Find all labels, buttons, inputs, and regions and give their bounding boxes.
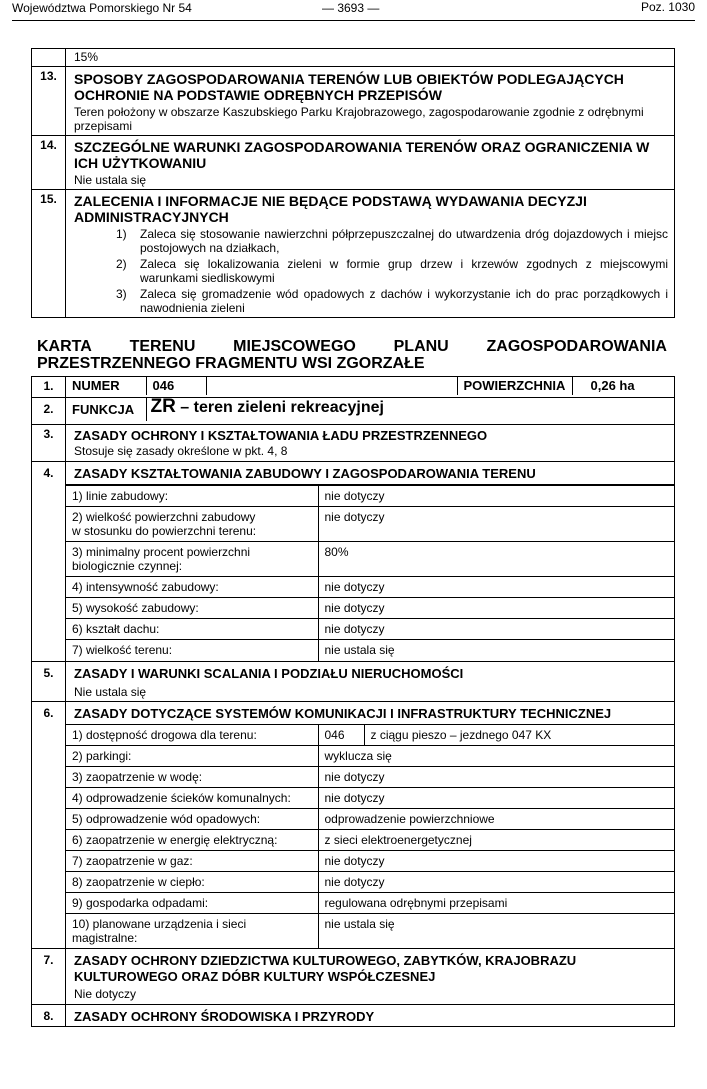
- table-row: [66, 913, 674, 948]
- section-title: ZASADY I WARUNKI SCALANIA I PODZIAŁU NIERUCHOMOŚCI: [74, 665, 464, 681]
- row-label: 7) wielkość terenu:: [66, 640, 318, 661]
- table-row: [66, 808, 674, 829]
- row-value: nie dotyczy: [318, 486, 674, 507]
- row-value: nie dotyczy: [318, 766, 674, 787]
- section-text: Nie dotyczy: [74, 986, 137, 1001]
- row-label: 4) intensywność zabudowy:: [66, 577, 318, 598]
- row-value: 80%: [318, 542, 674, 577]
- function-code: ZR: [150, 396, 176, 417]
- area-label: POWIERZCHNIA: [457, 377, 572, 395]
- header-position: Poz. 1030: [640, 0, 695, 14]
- function-label: FUNKCJA: [66, 398, 146, 421]
- infrastructure-table: [66, 745, 674, 948]
- row-number: 4.: [32, 462, 66, 662]
- row-label: 1) linie zabudowy:: [66, 486, 318, 507]
- row-value: nie dotyczy: [318, 871, 674, 892]
- table-row: [66, 892, 674, 913]
- row-label: 8) zaopatrzenie w ciepło:: [66, 871, 318, 892]
- area-value: 0,26 ha: [590, 378, 635, 393]
- row-value: wyklucza się: [318, 745, 674, 766]
- row-number: 1.: [32, 377, 66, 398]
- table-row: [66, 640, 674, 661]
- row-value: nie dotyczy: [318, 787, 674, 808]
- section-number: 15.: [32, 190, 66, 318]
- row-label: 2) wielkość powierzchni zabudowy w stosunku do powierzchni terenu:: [66, 507, 318, 542]
- section-text: Teren położony w obszarze Kaszubskiego Parku Krajobrazowego, zagospodarowanie zgodnie z odrębnymi przepisami: [74, 105, 644, 133]
- row-value: z sieci elektroenergetycznej: [318, 829, 674, 850]
- row-label: 6) zaopatrzenie w energię elektryczną:: [66, 829, 318, 850]
- row-label: 4) odprowadzenie ścieków komunalnych:: [66, 787, 318, 808]
- card-table: [31, 376, 675, 1027]
- section-title: SPOSOBY ZAGOSPODAROWANIA TERENÓW LUB OBIEKTÓW PODLEGAJĄCYCH OCHRONIE NA PODSTAWIE ODRĘBNYCH PRZEPISÓW: [74, 71, 624, 103]
- table-row: [66, 619, 674, 640]
- row-label: 5) odprowadzenie wód opadowych:: [66, 808, 318, 829]
- infrastructure-access-table: [66, 725, 674, 745]
- row-value: regulowana odrębnymi przepisami: [318, 892, 674, 913]
- function-value: [146, 398, 674, 421]
- access-value: z ciągu pieszo – jezdnego 047 KX: [370, 727, 552, 742]
- section-title: ZASADY OCHRONY ŚRODOWISKA I PRZYRODY: [74, 1008, 375, 1024]
- section-number: 14.: [32, 136, 66, 190]
- table-row: [66, 850, 674, 871]
- row-value: nie ustala się: [318, 640, 674, 661]
- row-value: nie dotyczy: [318, 850, 674, 871]
- table-row: [66, 507, 674, 542]
- table-row: [66, 486, 674, 507]
- section-title: ZALECENIA I INFORMACJE NIE BĘDĄCE PODSTAWĄ WYDAWANIA DECYZJI ADMINISTRACYJNYCH: [74, 193, 587, 225]
- table-row: [66, 829, 674, 850]
- table-row: [66, 766, 674, 787]
- row-number: 2.: [32, 398, 66, 425]
- list-item: 1) Zaleca się stosowanie nawierzchni półprzepuszczalnej do utwardzenia dróg dojazdowych i miejsc postojowych na działkach,: [116, 227, 668, 255]
- row-label: 7) zaopatrzenie w gaz:: [66, 850, 318, 871]
- building-rules-table: [66, 485, 674, 661]
- section-title: ZASADY KSZTAŁTOWANIA ZABUDOWY I ZAGOSPODAROWANIA TERENU: [66, 462, 674, 485]
- table-row: [66, 871, 674, 892]
- row-value: nie ustala się: [318, 913, 674, 948]
- recommendations-list: [66, 225, 674, 317]
- table-row: [66, 787, 674, 808]
- row-label: 2) parkingi:: [66, 745, 318, 766]
- list-item: 2) Zaleca się lokalizowania zieleni w formie grup drzew i krzewów zgodnych z miejscowymi warunkami siedliskowymi: [116, 257, 668, 285]
- row-number: 6.: [32, 701, 66, 948]
- row-number: 3.: [32, 425, 66, 462]
- row-value: nie dotyczy: [318, 598, 674, 619]
- row-label: 6) kształt dachu:: [66, 619, 318, 640]
- row-number: 8.: [32, 1004, 66, 1026]
- table-row: [66, 745, 674, 766]
- row-value: odprowadzenie powierzchniowe: [318, 808, 674, 829]
- numer-value: 046: [146, 377, 206, 395]
- page-header: [12, 0, 695, 21]
- access-number: 046: [318, 725, 364, 745]
- card-title: KARTA TERENU MIEJSCOWEGO PLANU ZAGOSPODAROWANIA PRZESTRZENNEGO FRAGMENTU WSI ZGORZAŁE: [37, 338, 667, 372]
- section-title: ZASADY DOTYCZĄCE SYSTEMÓW KOMUNIKACJI I INFRASTRUKTURY TECHNICZNEJ: [66, 702, 674, 725]
- section-number: 13.: [32, 67, 66, 136]
- section-title: SZCZEGÓLNE WARUNKI ZAGOSPODAROWANIA TERENÓW ORAZ OGRANICZENIA W ICH UŻYTKOWANIU: [74, 139, 650, 171]
- table-row: [66, 542, 674, 577]
- table-row: [66, 577, 674, 598]
- header-journal: Województwa Pomorskiego Nr 54: [12, 1, 192, 15]
- header-page-number: — 3693 —: [322, 1, 380, 15]
- row-value: nie dotyczy: [318, 619, 674, 640]
- numer-label: NUMER: [66, 377, 146, 395]
- section-title: ZASADY OCHRONY I KSZTAŁTOWANIA ŁADU PRZESTRZENNEGO: [74, 428, 488, 443]
- table-row: [66, 598, 674, 619]
- section-text: Nie ustala się: [74, 684, 147, 699]
- row-value: nie dotyczy: [318, 577, 674, 598]
- row-label: 3) zaopatrzenie w wodę:: [66, 766, 318, 787]
- continued-text: 15%: [66, 49, 675, 67]
- row-value: nie dotyczy: [318, 507, 674, 542]
- top-table: [31, 48, 675, 318]
- row-number: 7.: [32, 948, 66, 1004]
- row-label: 9) gospodarka odpadami:: [66, 892, 318, 913]
- row-label: 10) planowane urządzenia i sieci magistralne:: [66, 913, 318, 948]
- section-text: Stosuje się zasady określone w pkt. 4, 8: [74, 444, 288, 458]
- access-label: 1) dostępność drogowa dla terenu:: [66, 725, 318, 745]
- row-label: 5) wysokość zabudowy:: [66, 598, 318, 619]
- row-number: 5.: [32, 661, 66, 701]
- row-label: 3) minimalny procent powierzchni biologicznie czynnej:: [66, 542, 318, 577]
- section-text: Nie ustala się: [74, 173, 147, 187]
- function-desc: – teren zieleni rekreacyjnej: [175, 399, 384, 416]
- list-item: 3) Zaleca się gromadzenie wód opadowych z dachów i wykorzystanie ich do prac porządkowych i nawodnienia zieleni: [116, 287, 668, 315]
- section-title: ZASADY OCHRONY DZIEDZICTWA KULTUROWEGO, ZABYTKÓW, KRAJOBRAZU KULTUROWEGO ORAZ DÓBR KULTURY WSPÓŁCZESNEJ: [74, 952, 577, 984]
